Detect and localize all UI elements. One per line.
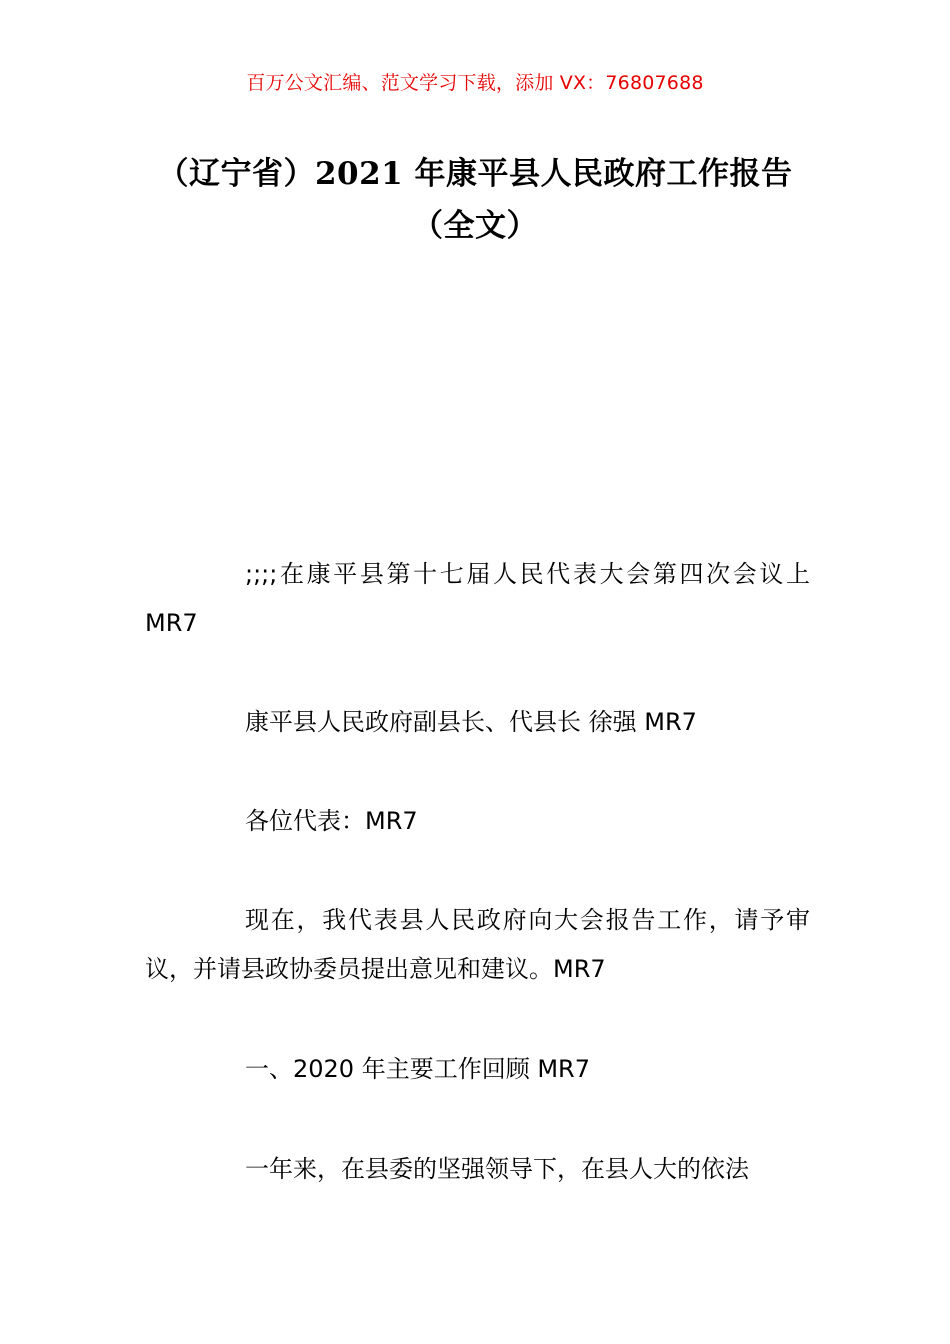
document-title: （辽宁省）2021 年康平县人民政府工作报告（全文）: [157, 156, 793, 244]
header-ad-note: 百万公文汇编、范文学习下载，添加 VX：76807688: [246, 72, 704, 94]
paragraph-review-start: 一年来，在县委的坚强领导下，在县人大的依法: [245, 1155, 749, 1183]
paragraph-meeting-line: ;;;;在康平县第十七届人民代表大会第四次会议上 MR7: [145, 560, 810, 637]
paragraph-salutation: 各位代表：MR7: [245, 807, 418, 835]
section-heading-review: 一、2020 年主要工作回顾 MR7: [245, 1055, 590, 1083]
paragraph-speaker-line: 康平县人民政府副县长、代县长 徐强 MR7: [245, 708, 697, 736]
paragraph-intro: 现在，我代表县人民政府向大会报告工作，请予审议，并请县政协委员提出意见和建议。MR7: [145, 906, 810, 983]
